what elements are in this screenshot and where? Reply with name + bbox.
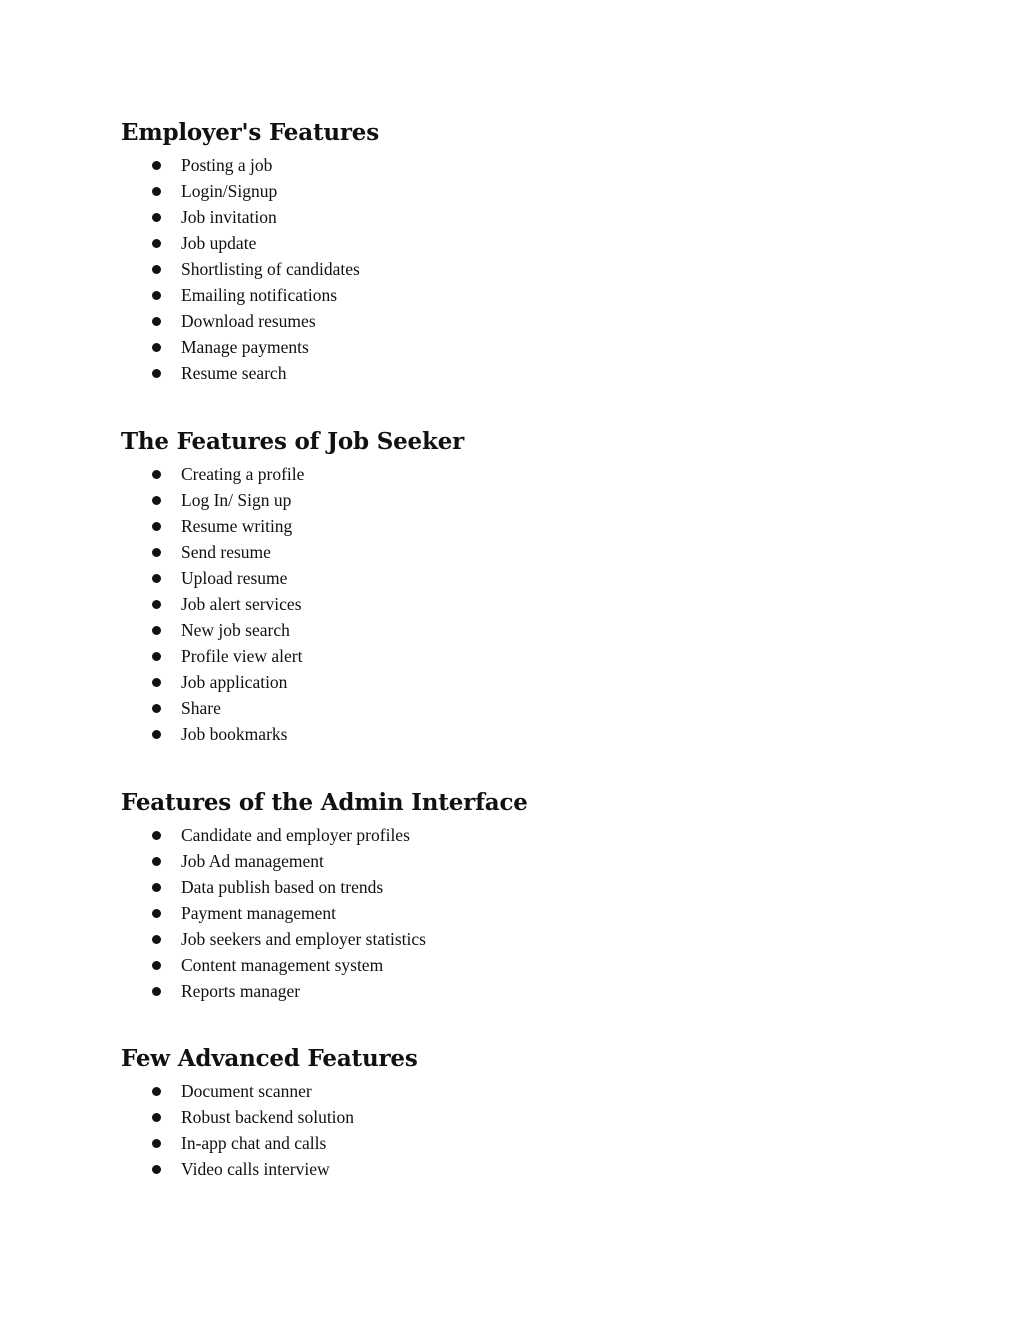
bullet-icon [152,213,161,222]
list-item [121,978,426,1004]
list-item-text: Candidate and employer profiles [181,825,410,845]
section-employer-features [121,118,921,383]
section-admin-features [121,788,921,1001]
list-item-text: Resume search [181,363,287,383]
list-item [121,461,304,487]
list-item-text: Job seekers and employer statistics [181,929,426,949]
bullet-icon [152,652,161,661]
list-item [121,695,304,721]
list-item-text: Share [181,698,221,718]
list-item [121,308,360,334]
list-item [121,334,360,360]
bullet-icon [152,317,161,326]
list-item-text: Robust backend solution [181,1107,355,1127]
bullet-icon [152,600,161,609]
bullet-icon [152,1165,161,1174]
bullet-list [121,1078,354,1182]
list-item-text: Reports manager [181,981,301,1001]
list-item [121,952,426,978]
bullet-icon [152,961,161,970]
list-item-text: Send resume [181,542,271,562]
list-item-text: Document scanner [181,1081,312,1101]
list-item [121,1078,354,1104]
list-item-text: Profile view alert [181,646,303,666]
list-item [121,1104,354,1130]
list-item [121,539,304,565]
bullet-icon [152,883,161,892]
bullet-icon [152,187,161,196]
bullet-icon [152,626,161,635]
section-job-seeker-features [121,427,921,744]
list-item-text: Job bookmarks [181,724,288,744]
list-item-text: Download resumes [181,311,316,331]
bullet-icon [152,496,161,505]
list-item-text: Login/Signup [181,181,278,201]
list-item-text: Video calls interview [181,1159,330,1179]
list-item-text: New job search [181,620,290,640]
list-item [121,848,426,874]
list-item-text: Creating a profile [181,464,305,484]
list-item-text: Posting a job [181,155,273,175]
list-item [121,178,360,204]
bullet-list [121,461,304,747]
list-item-text: Manage payments [181,337,309,357]
list-item-text: Job invitation [181,207,277,227]
bullet-icon [152,1087,161,1096]
bullet-icon [152,239,161,248]
bullet-icon [152,574,161,583]
bullet-icon [152,522,161,531]
list-item [121,1156,354,1182]
list-item [121,822,426,848]
bullet-icon [152,470,161,479]
bullet-icon [152,935,161,944]
list-item [121,926,426,952]
bullet-icon [152,987,161,996]
bullet-icon [152,291,161,300]
list-item [121,643,304,669]
bullet-icon [152,548,161,557]
list-item-text: In-app chat and calls [181,1133,327,1153]
list-item [121,487,304,513]
bullet-icon [152,1113,161,1122]
list-item [121,721,304,747]
list-item [121,256,360,282]
list-item [121,900,426,926]
list-item-text: Resume writing [181,516,293,536]
bullet-icon [152,730,161,739]
list-item [121,152,360,178]
bullet-icon [152,909,161,918]
bullet-icon [152,678,161,687]
list-item-text: Emailing notifications [181,285,338,305]
list-item [121,874,426,900]
list-item-text: Log In/ Sign up [181,490,292,510]
list-item-text: Job application [181,672,288,692]
bullet-list [121,822,426,1004]
list-item [121,1130,354,1156]
bullet-icon [152,369,161,378]
section-heading: Few Advanced Features [121,1045,418,1072]
section-heading: Features of the Admin Interface [121,789,528,816]
bullet-icon [152,1139,161,1148]
list-item-text: Data publish based on trends [181,877,384,897]
list-item-text: Shortlisting of candidates [181,259,360,279]
bullet-icon [152,343,161,352]
bullet-list [121,152,360,386]
bullet-icon [152,265,161,274]
section-heading: Employer's Features [121,119,379,146]
list-item [121,565,304,591]
list-item-text: Upload resume [181,568,288,588]
list-item [121,617,304,643]
list-item [121,513,304,539]
bullet-icon [152,857,161,866]
list-item [121,360,360,386]
list-item [121,204,360,230]
section-heading: The Features of Job Seeker [121,428,465,455]
list-item [121,591,304,617]
list-item-text: Payment management [181,903,337,923]
section-advanced-features [121,1044,921,1179]
list-item-text: Job alert services [181,594,302,614]
list-item-text: Content management system [181,955,384,975]
bullet-icon [152,161,161,170]
bullet-icon [152,831,161,840]
list-item-text: Job Ad management [181,851,324,871]
list-item [121,282,360,308]
list-item-text: Job update [181,233,257,253]
bullet-icon [152,704,161,713]
list-item [121,230,360,256]
list-item [121,669,304,695]
